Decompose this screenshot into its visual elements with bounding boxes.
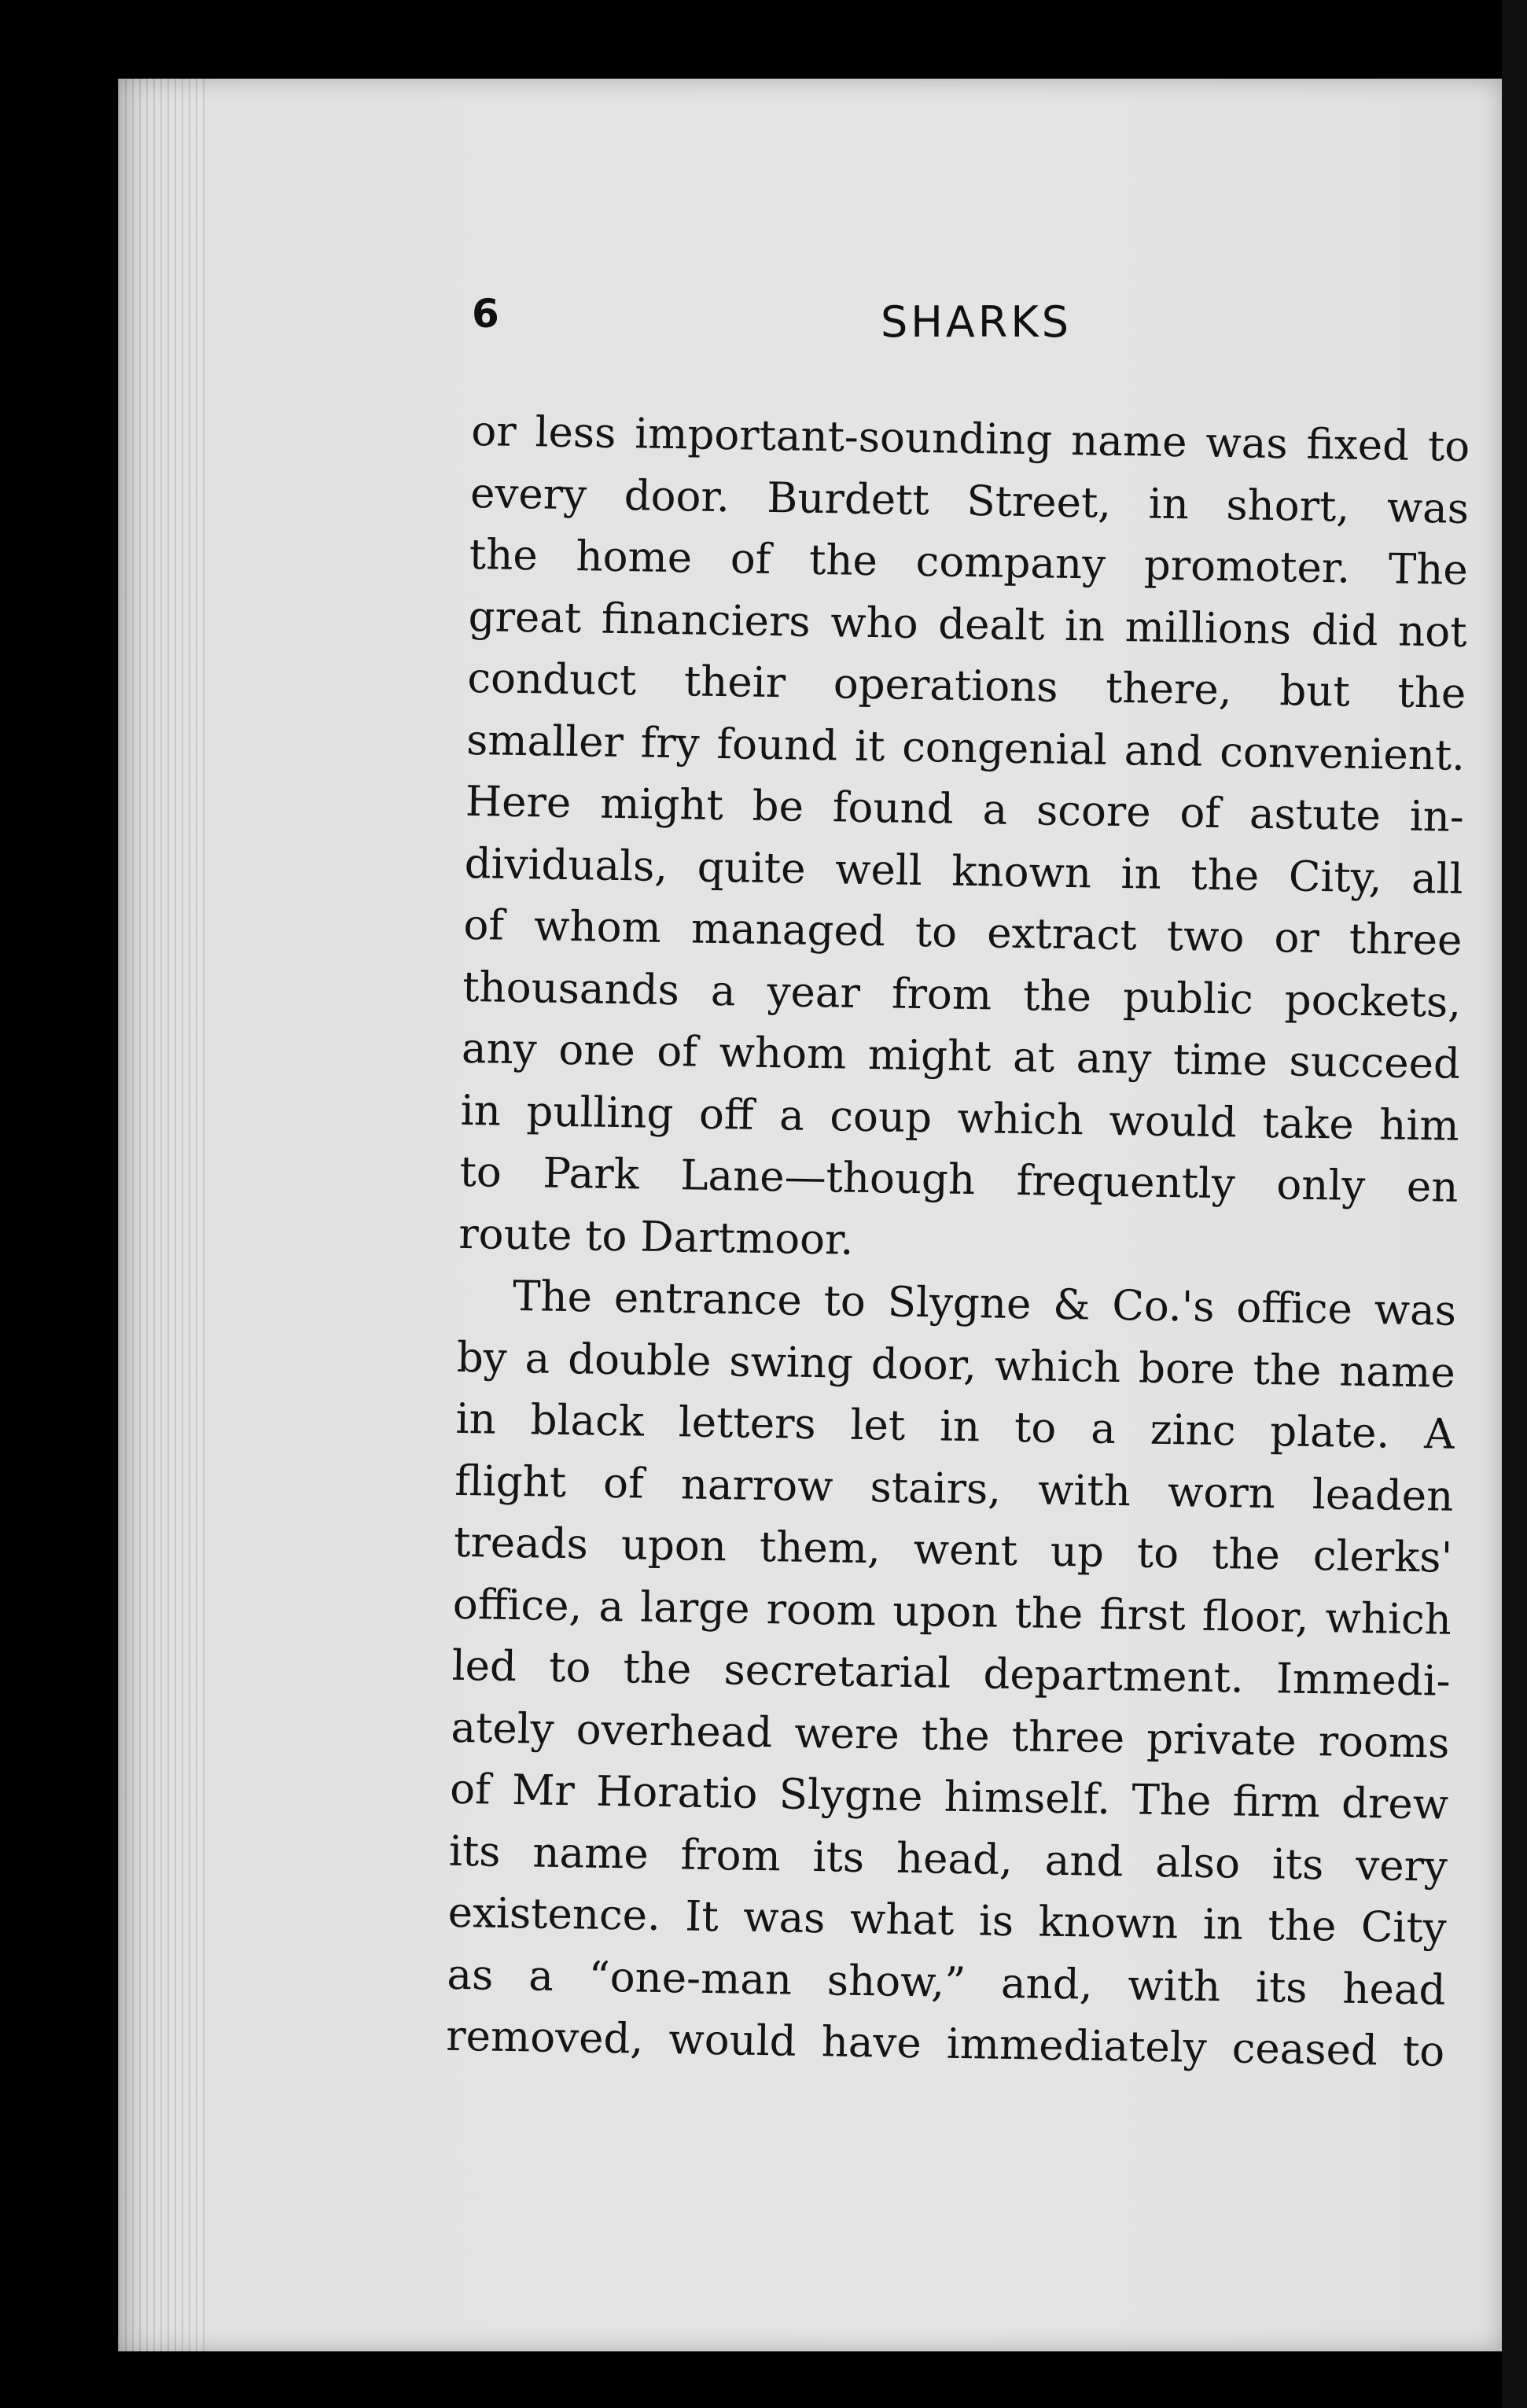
running-head: SHARKS xyxy=(881,297,1073,347)
text-line: dividuals, quite well known in the City, all xyxy=(464,839,1464,904)
text-line: treads upon them, went up to the clerks' xyxy=(453,1518,1453,1582)
text-line: led to the secretarial department. Immedi- xyxy=(451,1641,1452,1706)
scan-border xyxy=(1502,0,1527,2408)
text-line: as a “one-man show,” and, with its head xyxy=(447,1950,1446,2015)
text-line: to Park Lane—though frequently only en xyxy=(459,1147,1459,1212)
text-line: Here might be found a score of astute in- xyxy=(465,777,1465,841)
body-text xyxy=(446,401,1470,2083)
text-line: existence. It was what is known in the City xyxy=(447,1888,1448,1953)
text-line: The entrance to Slygne & Co.'s office was xyxy=(512,1272,1457,1335)
text-line: or less important-sounding name was fixed to xyxy=(470,407,1470,471)
text-line: any one of whom might at any time succeed xyxy=(461,1024,1461,1088)
text-line: great financiers who dealt in millions did not xyxy=(468,592,1468,657)
text-line: in black letters let in to a zinc plate. A xyxy=(455,1394,1455,1459)
text-line: thousands a year from the public pockets, xyxy=(462,963,1462,1027)
text-line: conduct their operations there, but the xyxy=(466,654,1466,718)
text-line: by a double swing door, which bore the name xyxy=(456,1333,1456,1397)
text-line: removed, would have immediately ceased to xyxy=(445,2012,1445,2076)
text-line: smaller fry found it congenial and convenient. xyxy=(465,716,1466,780)
text-line: its name from its head, and also its very xyxy=(448,1827,1448,1891)
text-line: of Mr Horatio Slygne himself. The firm drew xyxy=(449,1765,1449,1829)
text-line: of whom managed to extract two or three xyxy=(463,900,1463,965)
text-line: ately overhead were the three private rooms xyxy=(451,1703,1450,1768)
text-line: every door. Burdett Street, in short, was xyxy=(469,469,1470,533)
text-line: flight of narrow stairs, with worn leaden xyxy=(454,1456,1454,1521)
page-edge-shading xyxy=(118,79,204,2351)
page-number: 6 xyxy=(472,291,499,337)
page-header xyxy=(472,291,1494,362)
text-line: the home of the company promoter. The xyxy=(469,530,1469,595)
text-line: in pulling off a coup which would take him xyxy=(460,1086,1460,1151)
text-line: office, a large room upon the first floor, which xyxy=(452,1580,1452,1644)
text-line: route to Dartmoor. xyxy=(458,1210,854,1265)
